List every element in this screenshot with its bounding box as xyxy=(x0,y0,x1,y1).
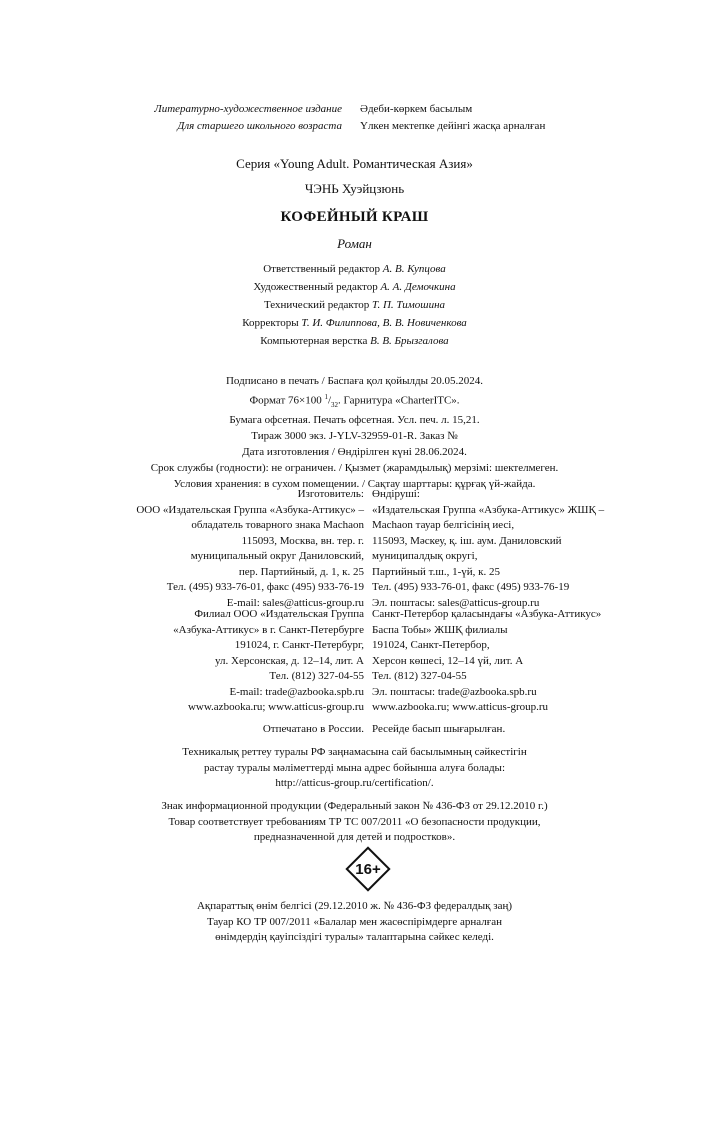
manufacturer-ru xyxy=(100,487,372,611)
paper-line: Бумага офсетная. Печать офсетная. Усл. печ. л. 15,21. xyxy=(229,414,480,427)
edition-type-ru: Литературно-художественное издание xyxy=(154,103,342,115)
service-life: Срок службы (годности): не ограничен. / Қызмет (жарамдылық) мерзімі: шектелмеген. xyxy=(150,461,559,474)
info-sign-kz-block xyxy=(0,899,709,946)
branch-block xyxy=(100,607,620,700)
branch-line: Херсон көшесі, 12–14 үй, лит. А xyxy=(372,654,524,667)
branch-ru xyxy=(100,607,372,700)
manufacturer-line: пер. Партийный, д. 1, к. 25 xyxy=(238,565,364,578)
credit-person: Т. П. Тимошина xyxy=(372,299,446,311)
manufacturer-line: Эл. поштасы: sales@atticus-group.ru xyxy=(372,596,540,609)
signed-to-print: Подписано в печать / Баспаға қол қойылды 20.05.2024. xyxy=(225,375,483,387)
manufacturer-line: Изготовитель: xyxy=(297,488,364,500)
manufacturer-line: 115093, Москва, вн. тер. г. xyxy=(241,534,364,547)
manufacturer-line: 115093, Мәскеу, қ. іш. аум. Даниловский xyxy=(372,534,562,547)
age-rating-badge xyxy=(345,846,391,892)
manufacturer-line: E-mail: sales@atticus-group.ru xyxy=(226,596,364,609)
certification-line: растау туралы мәліметтерді мына адрес бойынша алуға болады: xyxy=(203,761,506,774)
manufacturer-line: обладатель товарного знака Machaon xyxy=(191,519,364,531)
info-sign-line: Тауар КО ТР 007/2011 «Балалар мен жасөспірімдерге арналған xyxy=(206,915,503,928)
print-info-block xyxy=(0,374,709,492)
credit-role: Технический редактор xyxy=(263,299,370,311)
credit-person: А. А. Демочкина xyxy=(380,281,456,293)
storage-conditions: Условия хранения: в сухом помещении. / Сақтау шарттары: құрғақ үй-жайда. xyxy=(173,477,536,490)
age-audience-row xyxy=(100,118,620,135)
manufacturer-line: Партийный т.ш., 1-үй, к. 25 xyxy=(372,565,501,578)
branch-line: 191024, Санкт-Петербор, xyxy=(372,639,490,651)
credit-line xyxy=(0,278,709,296)
author-name: ЧЭНЬ Хуэйцзюнь xyxy=(304,181,405,196)
credit-line xyxy=(0,332,709,350)
book-genre: Роман xyxy=(337,236,372,251)
manufacturer-line: муниципальный округ Даниловский, xyxy=(190,550,364,562)
certification-line: Техникалық реттеу туралы РФ заңнамасына сай басылымның сәйкестігін xyxy=(182,746,527,758)
info-sign-ru-block xyxy=(0,799,709,846)
branch-line: Тел. (812) 327-04-55 xyxy=(372,670,467,682)
manufacturer-kz xyxy=(372,487,620,611)
manufacturer-block xyxy=(100,487,620,611)
credit-role: Ответственный редактор xyxy=(263,263,381,275)
credit-line xyxy=(0,314,709,332)
credit-role: Компьютерная верстка xyxy=(260,335,368,347)
credit-person: А. В. Купцова xyxy=(382,263,446,275)
age-audience-ru: Для старшего школьного возраста xyxy=(177,120,342,132)
branch-kz xyxy=(372,607,620,700)
credit-line xyxy=(0,296,709,314)
branch-line: Баспа Тобы» ЖШҚ филиалы xyxy=(372,623,508,636)
branch-line: ул. Херсонская, д. 12–14, лит. А xyxy=(215,654,364,667)
manufacturer-line: Machaon тауар белгісінің иесі, xyxy=(372,519,515,531)
format-line: Формат 76×100 $^1/_{32}$. Гарнитура «CharterITC». xyxy=(249,392,460,409)
edition-type-row xyxy=(100,101,620,118)
book-title: КОФЕЙНЫЙ КРАШ xyxy=(280,209,429,225)
info-sign-line: Знак информационной продукции (Федеральный закон № 436-ФЗ от 29.12.2010 г.) xyxy=(161,800,548,812)
credit-person: Т. И. Филиппова, В. В. Новиченкова xyxy=(301,317,467,329)
printed-in-kz: Ресейде басып шығарылған. xyxy=(372,723,506,735)
format-denominator: 32 xyxy=(331,400,339,409)
branch-line: Санкт-Петербор қаласындағы «Азбука-Аттикус» xyxy=(372,608,602,620)
manufacture-date: Дата изготовления / Өндірілген күні 28.06.2024. xyxy=(242,446,467,459)
website-block xyxy=(100,700,620,716)
manufacturer-line: муниципалдық округі, xyxy=(372,550,478,562)
manufacturer-line: Тел. (495) 933-76-01, факс (495) 933-76-19 xyxy=(372,581,570,593)
credit-role: Художественный редактор xyxy=(253,281,378,293)
branch-line: «Азбука-Аттикус» в г. Санкт-Петербурге xyxy=(173,623,364,636)
format-suffix: . Гарнитура «CharterITC». xyxy=(338,394,460,407)
website-kz[interactable]: www.azbooka.ru; www.atticus-group.ru xyxy=(372,701,549,713)
certification-block xyxy=(0,745,709,792)
format-prefix: Формат 76×100 xyxy=(249,394,322,407)
branch-line: Тел. (812) 327-04-55 xyxy=(269,670,364,682)
age-audience-kz: Үлкен мектепке дейінгі жасқа арналған xyxy=(360,120,546,132)
series-line: Серия «Young Adult. Романтическая Азия» xyxy=(236,156,473,171)
branch-line: Эл. поштасы: trade@azbooka.spb.ru xyxy=(372,685,537,698)
printed-in-ru: Отпечатано в России. xyxy=(262,723,364,735)
info-sign-line: Ақпараттық өнім белгісі (29.12.2010 ж. № 436-ФЗ федералдық заң) xyxy=(196,900,513,912)
manufacturer-line: ООО «Издательская Группа «Азбука-Аттикус» – xyxy=(136,503,364,516)
credit-role: Корректоры xyxy=(242,317,299,329)
info-sign-line: Товар соответствует требованиям ТР ТС 007/2011 «О безопасности продукции, xyxy=(168,815,541,828)
branch-line: E-mail: trade@azbooka.spb.ru xyxy=(229,685,364,698)
format-numerator: 1 xyxy=(324,392,328,401)
info-sign-line: өнімдердің қауіпсіздігі туралы» талаптарына сәйкес келеді. xyxy=(215,931,494,943)
printed-in-block xyxy=(100,722,620,738)
branch-line: Филиал ООО «Издательская Группа xyxy=(194,608,364,620)
credit-person: В. В. Брызгалова xyxy=(370,335,449,347)
info-sign-line: предназначенной для детей и подростков». xyxy=(253,831,456,843)
edition-type-kz: Әдеби-көркем басылым xyxy=(360,103,473,115)
edition-header xyxy=(100,101,620,135)
credits-block xyxy=(0,260,709,350)
website-ru[interactable]: www.azbooka.ru; www.atticus-group.ru xyxy=(187,701,364,713)
certification-url[interactable]: http://atticus-group.ru/certification/. xyxy=(275,777,434,789)
branch-line: 191024, г. Санкт-Петербург, xyxy=(234,639,364,651)
manufacturer-line: «Издательская Группа «Азбука-Аттикус» ЖШҚ – xyxy=(372,503,605,516)
age-rating-label: 16+ xyxy=(355,860,381,878)
tirazh-line: Тираж 3000 экз. J-YLV-32959-01-R. Заказ № xyxy=(251,430,458,443)
credit-line xyxy=(0,260,709,278)
manufacturer-line: Өндіруші: xyxy=(372,488,420,500)
manufacturer-line: Тел. (495) 933-76-01, факс (495) 933-76-19 xyxy=(166,581,364,593)
